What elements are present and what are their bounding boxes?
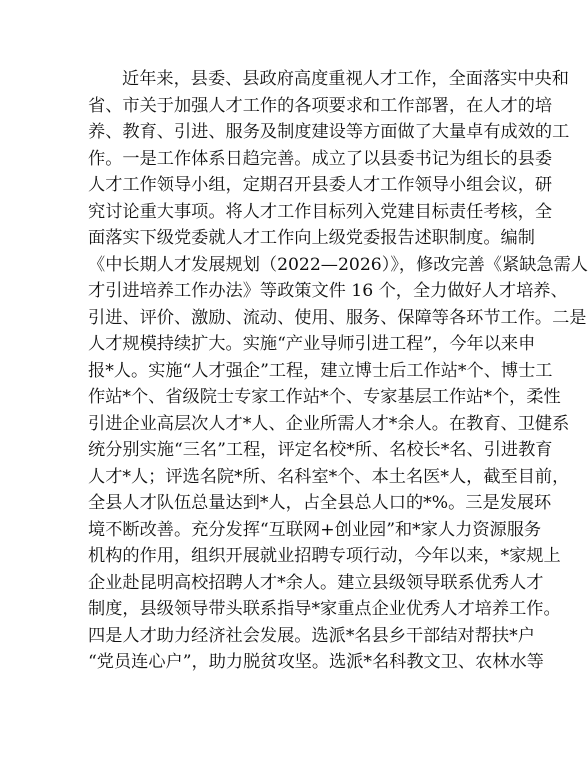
- text-line: 近年来，县委、县政府高度重视人才工作，全面落实中央和: [122, 69, 569, 89]
- text-line: 机构的作用，组织开展就业招聘专项行动，今年以来，*家规上: [88, 546, 561, 566]
- text-line: 作。一是工作体系日趋完善。成立了以县委书记为组长的县委: [88, 148, 553, 169]
- text-line: “党员连心户”，助力脱贫攻坚。选派*名科教文卫、农林水等: [88, 652, 544, 672]
- text-line: 《中长期人才发展规划（2022—2026）》，修改完善《紧缺急需人: [88, 254, 588, 275]
- text-line: 人才工作领导小组，定期召开县委人才工作领导小组会议，研: [88, 175, 553, 195]
- text-line: 企业赴昆明高校招聘人才*余人。建立县级领导联系优秀人才: [88, 572, 544, 593]
- text-line: 四是人才助力经济社会发展。选派*名县乡干部结对帮扶*户: [88, 625, 535, 646]
- text-line: 统分别实施“三名”工程，评定名校*所、名校长*名、引进教育: [88, 440, 553, 460]
- text-line: 制度，县级领导带头联系指导*家重点企业优秀人才培养工作。: [88, 599, 561, 619]
- text-line: 全县人才队伍总量达到*人，占全县总人口的*%。三是发展环: [88, 493, 552, 513]
- text-line: 报*人。实施“人才强企”工程，建立博士后工作站*个、博士工: [88, 360, 553, 381]
- text-line: 作站*个、省级院士专家工作站*个、专家基层工作站*个，柔性: [88, 387, 561, 407]
- text-line: 究讨论重大事项。将人才工作目标列入党建目标责任考核，全: [88, 201, 553, 222]
- text-line: 省、市关于加强人才工作的各项要求和工作部署，在人才的培: [88, 95, 553, 116]
- text-line: 人才*人；评选名院*所、名科室*个、本土名医*人，截至目前，: [88, 466, 570, 487]
- text-line: 养、教育、引进、服务及制度建设等方面做了大量卓有成效的工: [88, 122, 570, 142]
- text-line: 引进企业高层次人才*人、企业所需人才*余人。在教育、卫健系: [88, 413, 570, 434]
- text-line: 面落实下级党委就人才工作向上级党委报告述职制度。编制: [88, 228, 535, 248]
- paragraph: [88, 66, 588, 676]
- text-line: 人才规模持续扩大。实施“产业导师引进工程”，今年以来申: [88, 334, 536, 354]
- text-line: 才引进培养工作办法》等政策文件 16 个，全力做好人才培养、: [88, 281, 568, 301]
- text-line: 境不断改善。充分发挥“互联网+创业园”和*家人力资源服务: [88, 519, 542, 540]
- text-line: 引进、评价、激励、流动、使用、服务、保障等各环节工作。二是: [88, 307, 587, 328]
